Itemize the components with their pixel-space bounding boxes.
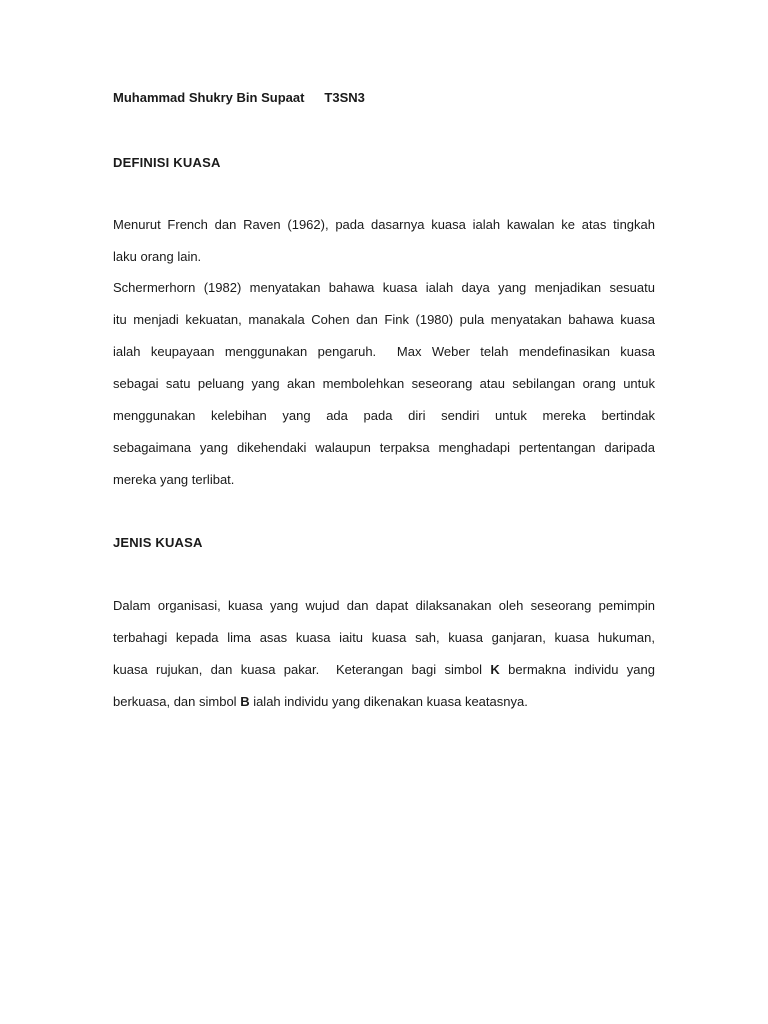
heading-jenis-kuasa: JENIS KUASA <box>113 535 203 550</box>
text-line: Schermerhorn (1982) menyatakan bahawa kuasa ialah daya yang menjadikan sesuatu <box>113 280 655 295</box>
text-segment: kuasa rujukan, dan kuasa pakar. Keterangan bagi simbol <box>113 662 491 677</box>
author-name: Muhammad Shukry Bin Supaat <box>113 90 305 105</box>
symbol-b: B <box>240 694 250 709</box>
heading-definisi-kuasa: DEFINISI KUASA <box>113 155 221 170</box>
text-line: terbahagi kepada lima asas kuasa iaitu kuasa sah, kuasa ganjaran, kuasa hukuman, <box>113 630 655 645</box>
text-line: laku orang lain. <box>113 249 202 264</box>
text-line: mereka yang terlibat. <box>113 472 235 487</box>
text-segment: bermakna individu yang <box>499 662 656 677</box>
text-line: sebagaimana yang dikehendaki walaupun terpaksa menghadapi pertentangan daripada <box>113 440 655 455</box>
text-line: Menurut French dan Raven (1962), pada dasarnya kuasa ialah kawalan ke atas tingkah <box>113 217 655 232</box>
text-line: sebagai satu peluang yang akan membolehkan seseorang atau sebilangan orang untuk <box>113 376 655 391</box>
text-line: ialah keupayaan menggunakan pengaruh. Max Weber telah mendefinasikan kuasa <box>113 344 655 359</box>
paragraph-french-raven <box>113 209 655 273</box>
text-line <box>113 686 655 718</box>
symbol-k: K <box>490 662 500 677</box>
class-code: T3SN3 <box>324 90 365 105</box>
paragraph-schermerhorn <box>113 272 655 496</box>
text-segment: berkuasa, dan simbol <box>113 694 241 709</box>
text-line: Dalam organisasi, kuasa yang wujud dan dapat dilaksanakan oleh seseorang pemimpin <box>113 598 655 613</box>
text-line <box>113 654 655 686</box>
text-segment: ialah individu yang dikenakan kuasa keatasnya. <box>249 694 528 709</box>
text-line: itu menjadi kekuatan, manakala Cohen dan Fink (1980) pula menyatakan bahawa kuasa <box>113 312 655 327</box>
paragraph-jenis-kuasa <box>113 590 655 718</box>
author-header <box>113 90 365 105</box>
text-line: menggunakan kelebihan yang ada pada diri sendiri untuk mereka bertindak <box>113 408 655 423</box>
